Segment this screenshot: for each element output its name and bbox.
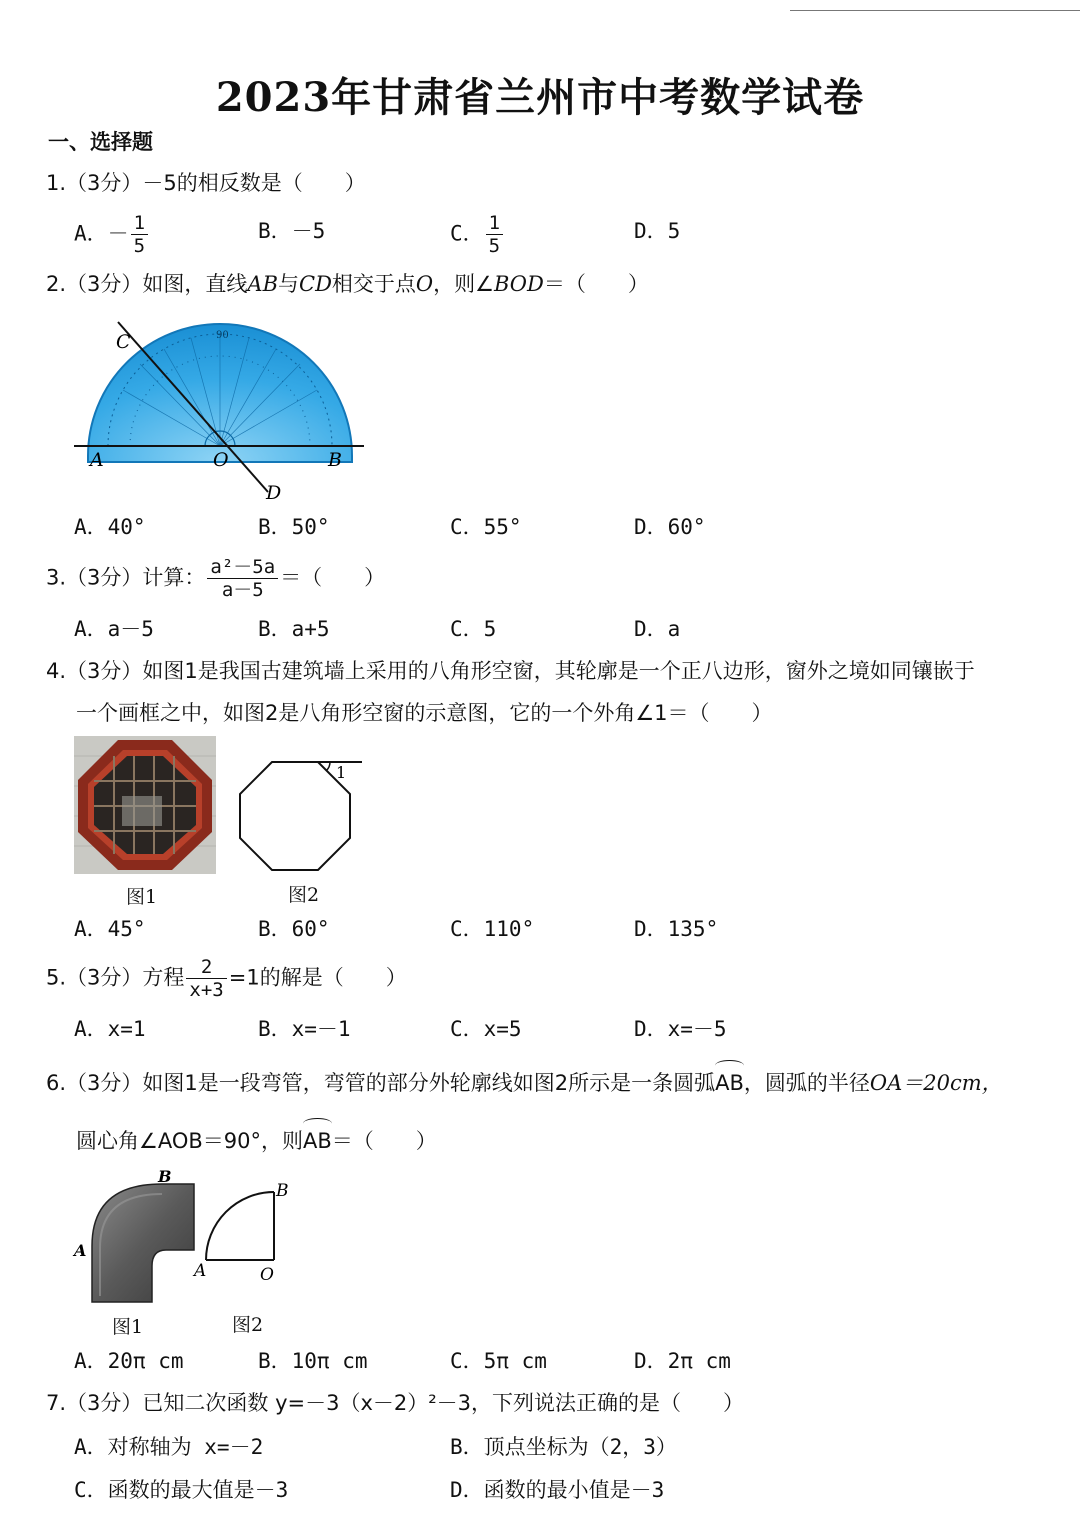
question-7-stem: 7.（3分）已知二次函数 y=－3（x－2）²－3，下列说法正确的是（ ）: [46, 1391, 745, 1415]
arc-label-a: A: [194, 1261, 207, 1281]
bent-pipe-photo: [70, 1166, 200, 1306]
q7-option-c[interactable]: C．函数的最大值是－3: [74, 1478, 289, 1502]
pipe-label-a: A: [74, 1241, 87, 1260]
question-4-line-2: 一个画框之中，如图2是八角形空窗的示意图，它的一个外角∠1＝（ ）: [76, 701, 773, 725]
arc-diagram: [190, 1176, 300, 1286]
protractor-figure: [68, 306, 378, 506]
question-6-line-2: 圆心角∠AOB＝90°，则 AB＝（ ）: [76, 1122, 437, 1156]
q4-option-b[interactable]: B．60°: [258, 917, 330, 941]
question-2-stem: 2.（3分）如图，直线AB与CD相交于点O，则∠BOD＝（ ）: [46, 272, 649, 296]
q4-option-c[interactable]: C．110°: [450, 917, 535, 941]
label-d: D: [266, 482, 282, 504]
q3-option-b[interactable]: B．a+5: [258, 617, 330, 641]
page-title: 2023年甘肃省兰州市中考数学试卷: [215, 74, 865, 121]
q2-option-b[interactable]: B．50°: [258, 515, 330, 539]
q5-option-a[interactable]: A．x=1: [74, 1017, 146, 1041]
q5-option-c[interactable]: C．x=5: [450, 1017, 522, 1041]
label-c: C: [116, 331, 131, 353]
q7-option-d[interactable]: D．函数的最小值是－3: [450, 1478, 665, 1502]
arc-label-o: O: [260, 1265, 274, 1285]
question-6-line-1: 6.（3分）如图1是一段弯管，弯管的部分外轮廓线如图2所示是一条圆弧 AB，圆弧的半径OA＝20cm，: [46, 1064, 1003, 1098]
q4-option-a[interactable]: A．45°: [74, 917, 146, 941]
q1-option-b[interactable]: B．－5: [258, 219, 326, 243]
angle-arc: [327, 762, 331, 771]
q6-figure-2-caption: 图2: [232, 1314, 264, 1336]
question-3-stem: 3.（3分）计算： $\frac{\text{a²－5a}}{a-5}$ ＝（ ）: [46, 556, 386, 601]
q6-option-a[interactable]: A．20π cm: [74, 1349, 184, 1373]
q3-option-a[interactable]: A．a－5: [74, 617, 154, 641]
q6-option-c[interactable]: C．5π cm: [450, 1349, 547, 1373]
octagon-diagram: [236, 754, 366, 874]
q5-option-b[interactable]: B．x=－1: [258, 1017, 351, 1041]
q2-option-c[interactable]: C．55°: [450, 515, 522, 539]
label-a: A: [90, 449, 104, 471]
pipe-label-b: B: [158, 1167, 172, 1186]
q1-option-d[interactable]: D．5: [634, 219, 681, 243]
q3-option-c[interactable]: C．5: [450, 617, 497, 641]
question-4-line-1: 4.（3分）如图1是我国古建筑墙上采用的八角形空窗，其轮廓是一个正八边形，窗外之境如同镶嵌于: [46, 659, 975, 683]
section-heading: 一、选择题: [48, 130, 153, 154]
q4-figure-1-caption: 图1: [126, 886, 158, 908]
q6-option-d[interactable]: D．2π cm: [634, 1349, 731, 1373]
q7-option-a[interactable]: A．对称轴为 x=－2: [74, 1435, 264, 1459]
q1-option-a[interactable]: A．－ $\frac{1}{5}$: [74, 212, 150, 257]
arc-label-b: B: [276, 1181, 289, 1201]
q3-option-d[interactable]: D．a: [634, 617, 681, 641]
q6-option-b[interactable]: B．10π cm: [258, 1349, 368, 1373]
q6-figure-1-caption: 图1: [112, 1316, 144, 1338]
question-5-stem: 5.（3分）方程 $\frac{2}{x+3}$ =1的解是（ ）: [46, 956, 407, 1001]
protractor-90-label: 90: [216, 330, 229, 341]
label-o: O: [213, 449, 229, 471]
q7-option-b[interactable]: B．顶点坐标为（2，3）: [450, 1435, 677, 1459]
q2-option-d[interactable]: D．60°: [634, 515, 706, 539]
question-1-stem: 1.（3分）－5的相反数是（ ）: [46, 171, 366, 195]
q4-figure-2-caption: 图2: [288, 884, 320, 906]
angle-1-label: 1: [336, 763, 347, 782]
octagon-window-photo: [74, 736, 216, 874]
label-b: B: [328, 449, 342, 471]
q4-option-d[interactable]: D．135°: [634, 917, 719, 941]
top-rule: [790, 10, 1080, 11]
q5-option-d[interactable]: D．x=－5: [634, 1017, 727, 1041]
arc-ab: [206, 1192, 274, 1260]
q1-option-c[interactable]: C． $\frac{1}{5}$: [450, 212, 505, 257]
q2-option-a[interactable]: A．40°: [74, 515, 146, 539]
